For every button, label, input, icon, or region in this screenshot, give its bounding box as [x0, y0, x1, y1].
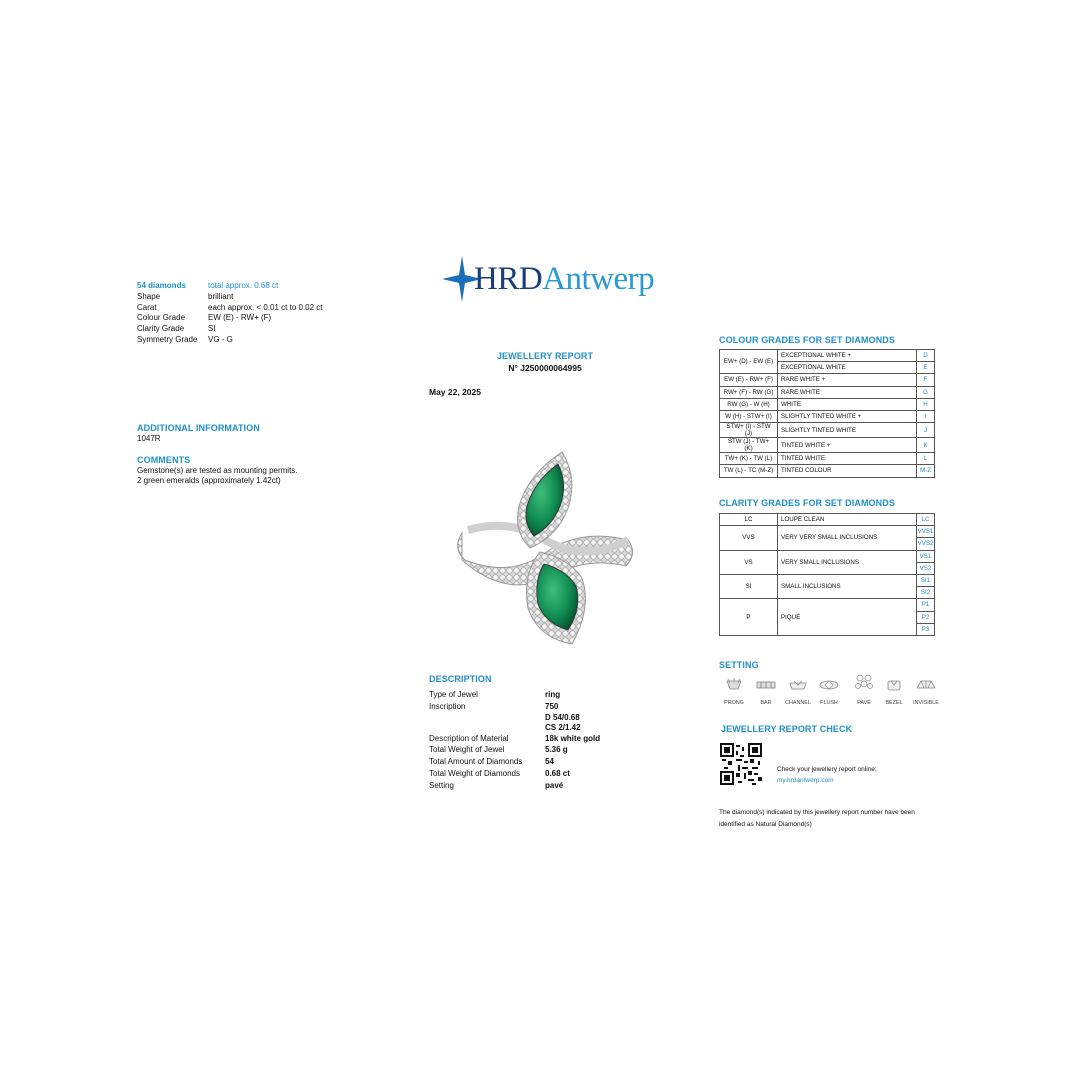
colour-letter: K [917, 438, 935, 453]
diamond-label: Colour Grade [137, 313, 186, 323]
natural-diamond-note-1: The diamond(s) indicated by this jewellery report number have been [719, 809, 915, 816]
clarity-name: SMALL INCLUSIONS [778, 574, 917, 598]
colour-letter: D [917, 350, 935, 362]
description-value: CS 2/1.42 [545, 722, 581, 732]
hrd-logo [438, 254, 668, 304]
clarity-sub: SI2 [917, 587, 935, 599]
natural-diamond-note-2: identified as Natural Diamond(s) [719, 821, 812, 828]
colour-letter: E [917, 362, 935, 374]
prong-setting-icon [724, 677, 744, 693]
diamond-label: Shape [137, 291, 161, 301]
bezel-setting-icon [884, 677, 904, 693]
colour-range: EW (E) - RW+ (F) [720, 374, 778, 386]
clarity-code: LC [720, 514, 778, 526]
colour-range: RW+ (F) - RW (G) [720, 386, 778, 398]
clarity-grades-title: CLARITY GRADES FOR SET DIAMONDS [719, 498, 895, 508]
clarity-code: SI [720, 574, 778, 598]
clarity-code: VVS [720, 526, 778, 550]
colour-name: WHITE [778, 398, 917, 410]
colour-range: TW+ (K) - TW (L) [720, 453, 778, 465]
setting-label: INVISIBLE [913, 700, 939, 706]
clarity-grades-table [719, 513, 935, 636]
description-label: Type of Jewel [429, 690, 478, 699]
clarity-name: VERY SMALL INCLUSIONS [778, 550, 917, 574]
colour-name: SLIGHTLY TINTED WHITE + [778, 410, 917, 422]
report-check-link[interactable]: my.hrdantwerp.com [777, 777, 834, 784]
colour-name: EXCEPTIONAL WHITE + [778, 350, 917, 362]
report-check-title: JEWELLERY REPORT CHECK [721, 724, 853, 734]
description-label: Setting [429, 780, 454, 790]
diamond-total: total approx. 0.68 ct [208, 281, 279, 290]
colour-name: TINTED COLOUR [778, 465, 917, 477]
report-title: JEWELLERY REPORT [496, 351, 594, 361]
diamond-value: brilliant [208, 291, 234, 301]
setting-label: BEZEL [885, 700, 903, 706]
colour-letter: L [917, 453, 935, 465]
description-value: 0.68 ct [545, 768, 570, 778]
description-value: D 54/0.68 [545, 712, 580, 722]
setting-pave [847, 673, 881, 706]
description-label: Description of Material [429, 733, 509, 743]
clarity-sub: VS2 [917, 562, 935, 574]
setting-label: PAVÉ [857, 700, 871, 706]
description-title: DESCRIPTION [429, 674, 492, 684]
diamond-value: VG - G [208, 334, 233, 344]
description-label: Total Weight of Diamonds [429, 768, 521, 778]
description-label: Total Weight of Jewel [429, 745, 505, 755]
diamond-summary [137, 281, 368, 346]
colour-letter: J [917, 423, 935, 438]
setting-invisible [909, 677, 943, 706]
description-label [429, 713, 545, 723]
description-value: 750 [545, 701, 559, 711]
diamond-value: EW (E) - RW+ (F) [208, 313, 272, 323]
clarity-sub: P1 [917, 599, 935, 611]
clarity-code: P [720, 599, 778, 636]
colour-name: TINTED WHITE + [778, 438, 917, 453]
description-value: pavé [545, 780, 564, 790]
diamond-label: Clarity Grade [137, 324, 185, 334]
clarity-sub: VVS1 [917, 526, 935, 538]
setting-bar [749, 677, 783, 706]
setting-label: PRONG [724, 700, 744, 706]
description-value: 5.36 g [545, 745, 568, 755]
clarity-sub: SI1 [917, 574, 935, 586]
diamond-count: 54 diamonds [137, 281, 186, 290]
flush-setting-icon [819, 677, 839, 693]
colour-name: RARE WHITE [778, 386, 917, 398]
colour-name: SLIGHTLY TINTED WHITE [778, 423, 917, 438]
clarity-name: VERY VERY SMALL INCLUSIONS [778, 526, 917, 550]
colour-letter: I [917, 410, 935, 422]
invisible-setting-icon [916, 677, 936, 693]
setting-label: CHANNEL [785, 700, 811, 706]
setting-title: SETTING [719, 660, 759, 670]
clarity-sub: VS1 [917, 550, 935, 562]
description-label: Inscription [429, 701, 466, 711]
setting-bezel [877, 677, 911, 706]
colour-name: EXCEPTIONAL WHITE [778, 362, 917, 374]
clarity-name: PIQUÉ [778, 599, 917, 636]
colour-range: EW+ (D) - EW (E) [720, 350, 778, 374]
ring-photo [450, 448, 640, 650]
colour-name: RARE WHITE + [778, 374, 917, 386]
clarity-sub: P2 [917, 611, 935, 623]
comments-line-2: 2 green emeralds (approximately 1.42ct) [137, 476, 281, 485]
report-check-text: Check your jewellery report online: [777, 766, 877, 773]
setting-flush [812, 677, 846, 706]
colour-letter: G [917, 386, 935, 398]
description-value: ring [545, 690, 561, 699]
colour-range: TW (L) - TC (M-Z) [720, 465, 778, 477]
additional-info-value: 1047R [137, 434, 161, 443]
colour-name: TINTED WHITE [778, 453, 917, 465]
colour-letter: F [917, 374, 935, 386]
colour-letter: H [917, 398, 935, 410]
description-label [429, 723, 545, 733]
comments-line-1: Gemstone(s) are tested as mounting permits. [137, 466, 298, 475]
setting-prong [717, 677, 751, 706]
diamond-value: each approx. < 0.01 ct to 0.02 ct [208, 302, 323, 312]
diamond-label: Symmetry Grade [137, 334, 198, 344]
logo-text-antwerp: Antwerp [542, 261, 655, 297]
description-table [429, 689, 645, 792]
description-value: 54 [545, 757, 554, 767]
diamond-value: SI [208, 324, 216, 334]
clarity-sub: LC [917, 514, 935, 526]
colour-grades-title: COLOUR GRADES FOR SET DIAMONDS [719, 335, 896, 345]
description-value: 18k white gold [545, 733, 601, 743]
report-number: N° J250000064995 [508, 363, 582, 373]
setting-channel [781, 677, 815, 706]
colour-range: RW (G) - W (H) [720, 398, 778, 410]
clarity-name: LOUPE CLEAN [778, 514, 917, 526]
clarity-code: VS [720, 550, 778, 574]
additional-info-title: ADDITIONAL INFORMATION [137, 423, 260, 433]
diamond-label: Carat [137, 302, 157, 312]
setting-label: BAR [760, 700, 772, 706]
clarity-sub: VVS2 [917, 538, 935, 550]
clarity-sub: P3 [917, 623, 935, 635]
logo-text-hrd: HRD [474, 261, 543, 297]
colour-range: W (H) - STW+ (I) [720, 410, 778, 422]
comments-title: COMMENTS [137, 455, 191, 465]
pave-setting-icon [854, 673, 874, 693]
channel-setting-icon [788, 677, 808, 693]
bar-setting-icon [756, 677, 776, 693]
description-label: Total Amount of Diamonds [429, 757, 523, 767]
qr-code-icon[interactable] [720, 743, 762, 785]
report-date: May 22, 2025 [429, 387, 481, 397]
colour-range: STW+ (I) - STW (J) [720, 423, 778, 438]
colour-letter: M-Z [917, 465, 935, 477]
setting-label: FLUSH [820, 700, 838, 706]
colour-range: STW (J) - TW+ (K) [720, 438, 778, 453]
colour-grades-table [719, 349, 935, 478]
